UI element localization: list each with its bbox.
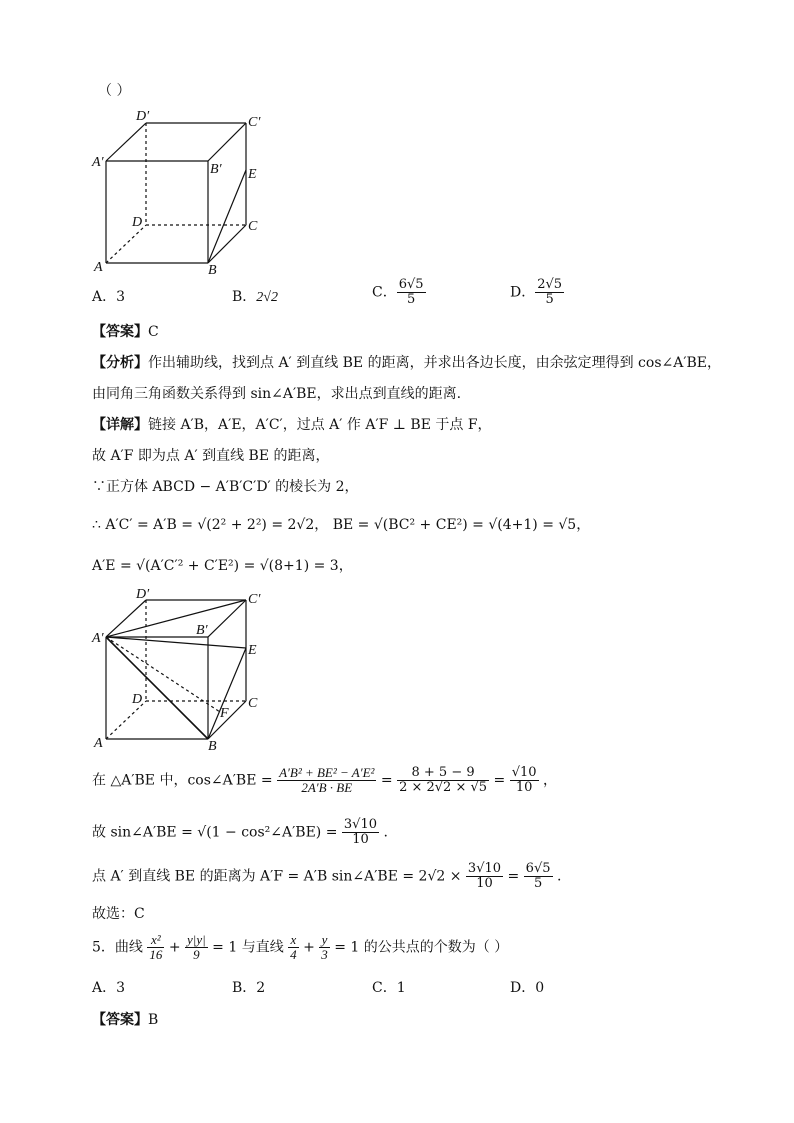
label-aprime: A′ <box>92 631 104 646</box>
label-e: E <box>248 167 257 182</box>
q4-analysis-line2: 由同角三角函数关系得到 sin∠A′BE，求出点到直线的距离. <box>92 386 462 402</box>
hidden-edge <box>106 225 146 263</box>
label-dprime: D′ <box>136 587 150 602</box>
label-cprime: C′ <box>248 592 261 607</box>
edge <box>208 225 246 263</box>
q5-fraction-1: $\frac{\text{x²}}{16}$ <box>149 932 163 962</box>
q4-cos-line: 在 △A′BE 中，cos∠A′BE = $\frac{\text{A′B² + BE² − A′E²}}{2A'B \cdot BE}$ = $\frac{8 + 5 - 9}{2 \times 2√2 \times √5}$ = $\frac{√10}{10}$ ， <box>92 765 557 795</box>
q4-detail-line1: 【详解】链接 A′B，A′E，A′C′，过点 A′ 作 A′F ⊥ BE 于点 F， <box>92 417 492 433</box>
label-b: B <box>208 739 217 752</box>
cube-figure-2 <box>90 586 270 752</box>
q5-option-a: A．3 <box>92 980 126 996</box>
segment-aprime-cprime <box>106 600 246 637</box>
segment-aprime-e <box>106 637 246 648</box>
q4-detail-line4: ∴ A′C′ = A′B = √(2² + 2²) = 2√2， BE = √(BC² + CE²) = √(4+1) = √5， <box>92 517 591 533</box>
option-c-fraction: $\frac{6√5}{5}$ <box>398 277 424 307</box>
option-b-prefix: B． <box>232 289 257 305</box>
label-aprime: A′ <box>92 155 104 170</box>
label-cprime: C′ <box>248 115 261 130</box>
label-f: F <box>220 706 229 721</box>
label-c: C <box>248 696 258 711</box>
distance-fraction-1: $\frac{3√10}{10}$ <box>467 861 502 891</box>
q4-detail-line2: 故 A′F 即为点 A′ 到直线 BE 的距离， <box>92 448 330 464</box>
q5-stem: 5．曲线 $\frac{\text{x²}}{16}$ + $\frac{y|y|}{9}$ = 1 与直线 $\frac{x}{4}$ + $\frac{y}{3}$ = 1 的公共点的个数为（ ） <box>92 932 509 962</box>
label-dprime: D′ <box>136 109 150 124</box>
edge <box>208 123 246 161</box>
q4-sin-line: 故 sin∠A′BE = √(1 − cos²∠A′BE) = $\frac{3√10}{10}$ . <box>92 817 388 847</box>
label-e: E <box>248 643 257 658</box>
segment-be <box>208 648 246 739</box>
q4-answer: 【答案】C <box>92 324 159 340</box>
label-c: C <box>248 219 258 234</box>
q5-answer: 【答案】B <box>92 1012 159 1028</box>
question-paren: （ ） <box>98 83 131 99</box>
q4-detail-line5: A′E = √(A′C′² + C′E²) = √(8+1) = 3， <box>92 558 353 574</box>
option-b-value: 2√2 <box>256 290 278 305</box>
cube-figure-1 <box>90 108 270 276</box>
cos-fraction-3: $\frac{√10}{10}$ <box>511 765 537 795</box>
q4-analysis-line1: 【分析】作出辅助线，找到点 A′ 到直线 BE 的距离，并求出各边长度，由余弦定理得到 cos∠A′BE， <box>92 355 722 371</box>
option-b <box>232 288 278 307</box>
segment-be <box>208 170 246 263</box>
option-c <box>372 278 426 307</box>
segment-aprime-b <box>106 637 208 739</box>
q4-distance-line: 点 A′ 到直线 BE 的距离为 A′F = A′B sin∠A′BE = 2√2 × $\frac{3√10}{10}$ = $\frac{6√5}{5}$ . <box>92 861 562 891</box>
q5-option-c: C．1 <box>372 980 406 996</box>
q5-option-d: D．0 <box>510 980 545 996</box>
q5-option-b: B．2 <box>232 980 266 996</box>
edge <box>106 123 146 161</box>
option-d-prefix: D． <box>510 284 536 301</box>
q4-choose: 故选：C <box>92 906 145 922</box>
label-bprime: B′ <box>196 623 208 638</box>
q5-fraction-2: $\frac{y|y|}{9}$ <box>187 932 206 962</box>
cos-fraction-1: $\frac{\text{A′B² + BE² − A′E²}}{2A'B \cdot BE}$ <box>279 765 375 795</box>
label-a: A <box>94 736 103 751</box>
q5-fraction-4: $\frac{y}{3}$ <box>321 932 328 962</box>
q5-fraction-3: $\frac{x}{4}$ <box>290 932 297 962</box>
label-b: B <box>208 263 217 276</box>
label-a: A <box>94 260 103 275</box>
option-a: A．3 <box>92 289 126 305</box>
option-d-fraction: $\frac{2√5}{5}$ <box>537 277 563 307</box>
cos-fraction-2: $\frac{8 + 5 - 9}{2 \times 2√2 \times √5}$ <box>399 765 488 795</box>
label-bprime: B′ <box>210 162 222 177</box>
label-d: D <box>132 215 143 230</box>
q4-detail-line3: ∵正方体 ABCD − A′B′C′D′ 的棱长为 2， <box>92 479 359 495</box>
option-d <box>510 278 564 307</box>
distance-fraction-2: $\frac{6√5}{5}$ <box>525 861 551 891</box>
sin-fraction: $\frac{3√10}{10}$ <box>343 817 378 847</box>
label-d: D <box>132 692 143 707</box>
option-c-prefix: C． <box>372 284 397 301</box>
